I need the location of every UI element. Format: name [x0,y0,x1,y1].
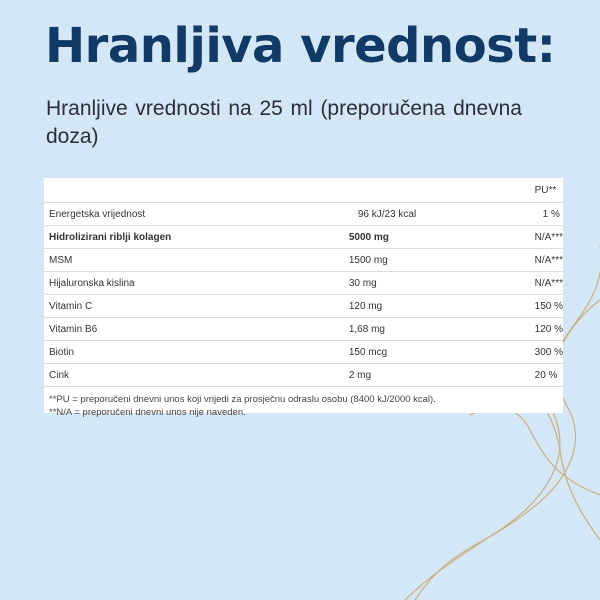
nutrient-amount: 2 mg [345,364,467,387]
nutrient-name: Energetska vrijednost [44,203,345,226]
nutrient-pu: N/A*** [467,272,563,295]
table-footnotes [44,387,563,419]
nutrition-table-card [44,178,563,418]
nutrient-name: Hidrolizirani riblji kolagen [44,226,345,249]
nutrient-pu: 120 % [467,318,563,341]
nutrition-table [44,178,563,387]
nutrient-amount: 150 mcg [345,341,467,364]
header-cell-pu: PU** [467,178,563,203]
table-row [44,226,563,249]
nutrient-amount: 96 kJ/23 kcal [345,203,467,226]
table-row [44,364,563,387]
nutrient-name: Hijaluronska kislina [44,272,345,295]
nutrient-name: Vitamin B6 [44,318,345,341]
nutrient-name: Cink [44,364,345,387]
footnote-na: **N/A = preporučeni dnevni unos nije naveden. [49,407,246,418]
table-row [44,249,563,272]
table-header-row [44,178,563,203]
nutrient-pu: N/A*** [467,249,563,272]
table-row [44,272,563,295]
nutrient-amount: 5000 mg [345,226,467,249]
table-row [44,295,563,318]
nutrient-amount: 1500 mg [345,249,467,272]
nutrient-name: MSM [44,249,345,272]
page-title: Hranljiva vrednost: [45,18,556,74]
header-cell-name [44,178,345,203]
footnote-pu: **PU = preporučeni dnevni unos koji vrijedi za prosječnu odraslu osobu (8400 kJ/2000 kcal). [49,394,436,405]
nutrient-pu: 150 % [467,295,563,318]
table-row [44,203,563,226]
table-row [44,341,563,364]
nutrient-pu: N/A*** [467,226,563,249]
nutrient-pu: 1 % [467,203,563,226]
nutrient-pu: 20 % [467,364,563,387]
table-row [44,318,563,341]
nutrient-amount: 30 mg [345,272,467,295]
nutrient-pu: 300 % [467,341,563,364]
nutrient-name: Vitamin C [44,295,345,318]
nutrient-amount: 1,68 mg [345,318,467,341]
subtitle: Hranljive vrednosti na 25 ml (preporučena dnevna doza) [46,97,522,148]
header-cell-amount [345,178,467,203]
nutrient-amount: 120 mg [345,295,467,318]
nutrient-name: Biotin [44,341,345,364]
